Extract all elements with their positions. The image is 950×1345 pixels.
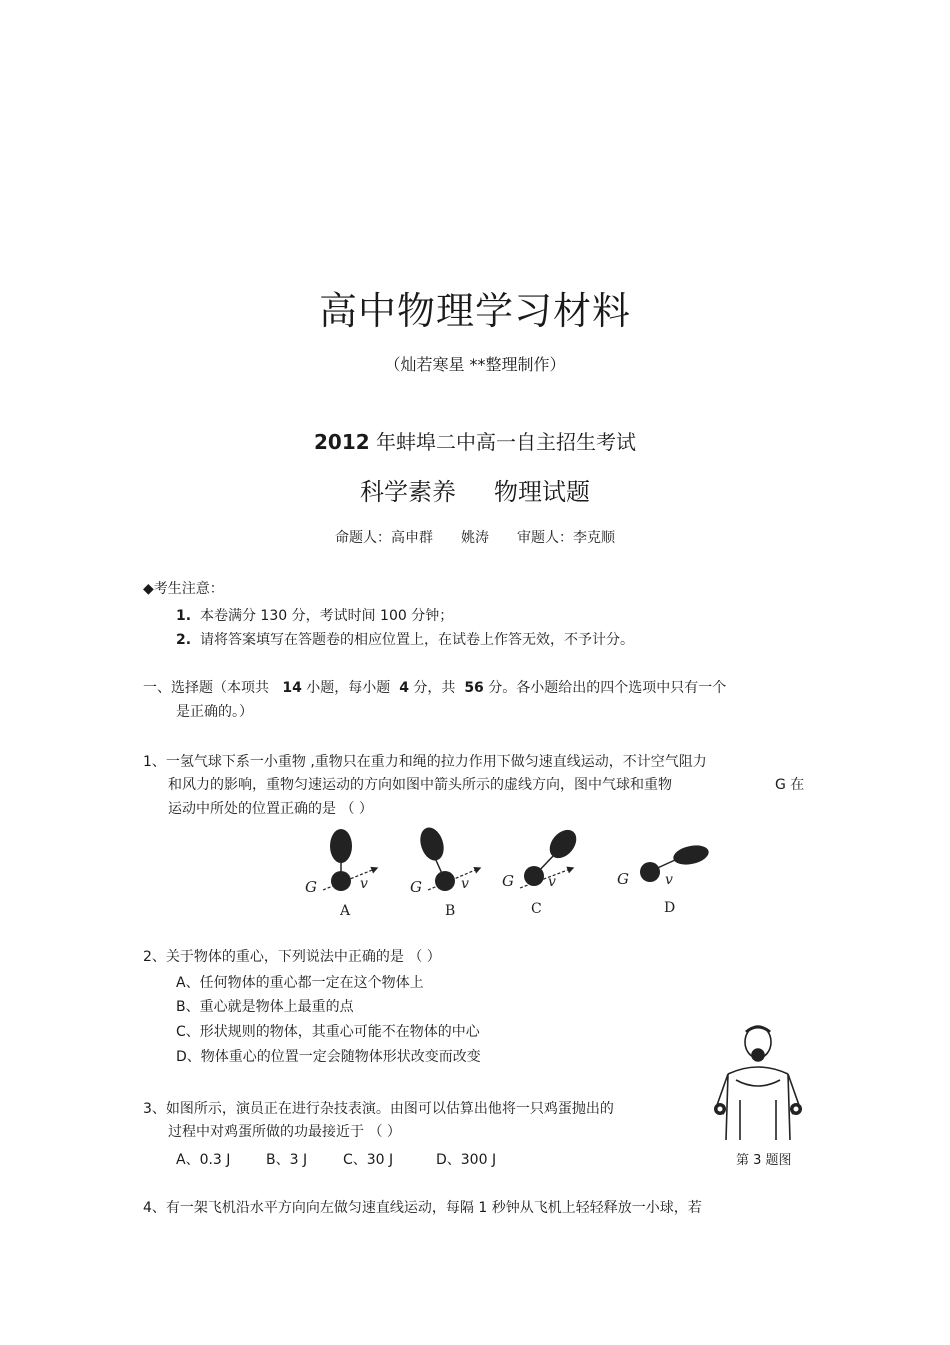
exam-year: 2012 xyxy=(313,430,370,454)
option-c-diagram xyxy=(502,825,582,917)
section-lead: 一、选择题（本项共 xyxy=(143,680,269,696)
question-2-option: A、任何物体的重心都一定在这个物体上 xyxy=(176,975,424,991)
material-title: 高中物理学习材料 xyxy=(318,289,631,333)
section-text: 分，共 xyxy=(408,680,460,696)
notes-heading: ◆考生注意： xyxy=(143,581,224,597)
exam-subject xyxy=(0,472,950,507)
option-a-label: A xyxy=(340,903,351,919)
author-2: 姚涛 xyxy=(461,530,489,546)
points-each: 4 xyxy=(399,680,409,696)
material-subtitle: （灿若寒星 **整理制作） xyxy=(384,355,566,374)
author-1: 命题人：高申群 xyxy=(335,530,433,546)
section-text: 小题，每小题 xyxy=(301,680,395,696)
weight-label: G xyxy=(502,872,514,890)
option-d-diagram xyxy=(617,842,710,916)
option-a-diagram xyxy=(305,829,377,919)
velocity-label: v xyxy=(548,874,556,890)
question-1-line1: 1、一氢气球下系一小重物 ,重物只在重力和绳的拉力作用下做匀速直线运动，不计空气阻力 xyxy=(143,754,707,770)
note-number: 2. xyxy=(176,632,192,648)
question-3-line2: 过程中对鸡蛋所做的功最接近于 （ ） xyxy=(168,1124,401,1140)
question-4-stem: 4、有一架飞机沿水平方向向左做匀速直线运动，每隔 1 秒钟从飞机上轻轻释放一小球，若 xyxy=(143,1200,702,1216)
velocity-label: v xyxy=(461,876,469,892)
option-b-diagram xyxy=(410,824,480,919)
note-number: 1. xyxy=(176,608,192,624)
section-heading-line2: 是正确的。） xyxy=(176,704,253,720)
exam-authors xyxy=(0,527,950,547)
question-3-line1: 3、如图所示，演员正在进行杂技表演。由图可以估算出他将一只鸡蛋抛出的 xyxy=(143,1101,614,1117)
subject-left: 科学素养 xyxy=(360,478,456,506)
figure-caption: 第 3 题图 xyxy=(736,1153,792,1168)
question-3-option: D、300 J xyxy=(436,1152,497,1168)
weight-label: G xyxy=(617,870,629,888)
question-1-line2: 和风力的影响，重物匀速运动的方向如图中箭头所示的虚线方向，图中气球和重物 xyxy=(168,777,672,793)
balloon-figure xyxy=(295,818,725,928)
velocity-label: v xyxy=(360,876,368,892)
section-text: 分。各小题给出的四个选项中只有一个 xyxy=(483,680,727,696)
note-item xyxy=(176,629,634,649)
question-3-option: A、0.3 J xyxy=(176,1152,231,1168)
points-total: 56 xyxy=(464,680,484,696)
question-2-option: C、形状规则的物体，其重心可能不在物体的中心 xyxy=(176,1024,480,1040)
exam-title xyxy=(0,426,950,455)
exam-title-text: 年蚌埠二中高一自主招生考试 xyxy=(369,430,637,454)
weight-label: G xyxy=(410,878,422,896)
question-count: 14 xyxy=(282,680,302,696)
question-2-option: D、物体重心的位置一定会随物体形状改变而改变 xyxy=(176,1049,481,1065)
option-c-label: C xyxy=(531,901,542,917)
question-1-line2-tail: G 在 xyxy=(775,777,805,793)
weight-label: G xyxy=(305,878,317,896)
juggler-figure xyxy=(706,1022,810,1144)
question-3-option: B、3 J xyxy=(266,1152,308,1168)
question-2-option: B、重心就是物体上最重的点 xyxy=(176,999,354,1015)
note-text: 本卷满分 130 分，考试时间 100 分钟； xyxy=(199,608,454,624)
question-1-line3: 运动中所处的位置正确的是 （ ） xyxy=(168,801,373,817)
note-item xyxy=(176,605,453,625)
option-b-label: B xyxy=(445,903,456,919)
reviewer: 审题人：李克顺 xyxy=(517,530,615,546)
option-d-label: D xyxy=(664,900,676,916)
subject-right: 物理试题 xyxy=(494,478,590,506)
note-text: 请将答案填写在答题卷的相应位置上，在试卷上作答无效，不予计分。 xyxy=(199,632,634,648)
velocity-label: v xyxy=(665,872,673,888)
question-2-stem: 2、关于物体的重心，下列说法中正确的是 （ ） xyxy=(143,949,441,965)
question-3-option: C、30 J xyxy=(343,1152,394,1168)
section-heading xyxy=(143,677,726,697)
